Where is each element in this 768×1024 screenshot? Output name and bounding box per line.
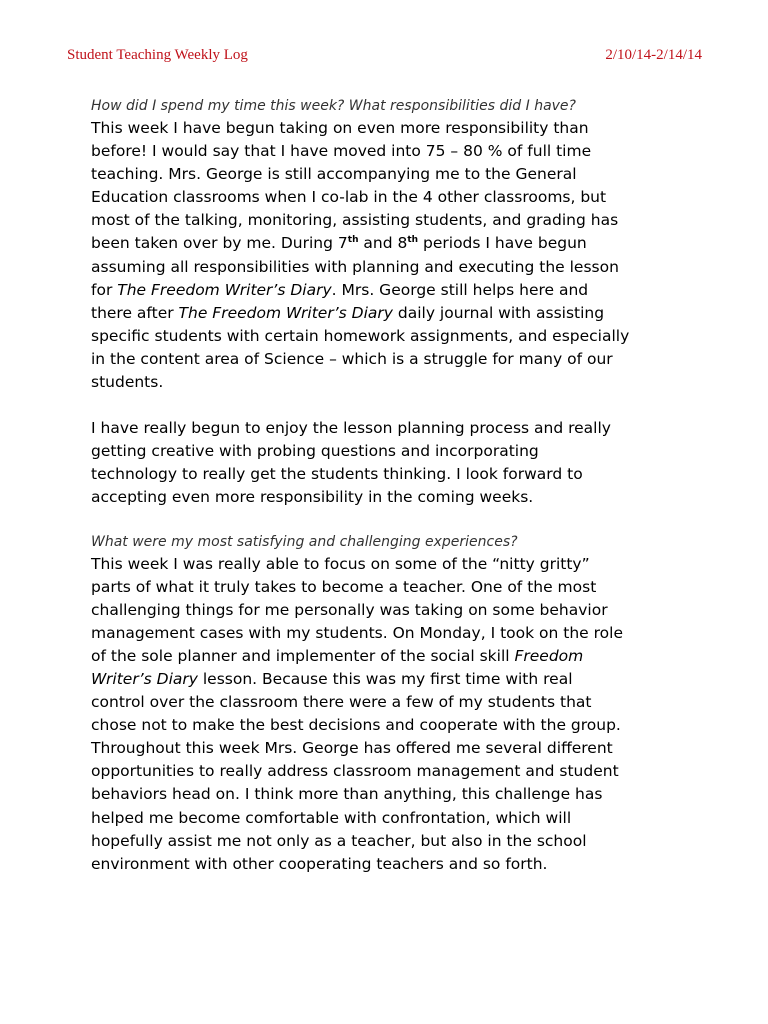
text-line: [91, 232, 703, 255]
page-header: [67, 47, 702, 67]
text-line: before! I would say that I have moved into 75 – 80 % of full time: [91, 142, 592, 161]
text-line: challenging things for me personally was taking on some behavior: [91, 600, 608, 619]
question-experiences: What were my most satisfying and challenging experiences?: [91, 533, 518, 550]
text-line: [91, 668, 703, 691]
header-title: Student Teaching Weekly Log: [67, 47, 248, 63]
book-title: The Freedom Writer’s Diary: [178, 303, 393, 322]
paragraph-lesson-planning: [91, 417, 703, 509]
book-title: The Freedom Writer’s Diary: [117, 280, 332, 299]
text-line: students.: [91, 373, 164, 392]
superscript-th: th: [347, 235, 359, 246]
text-run: lesson. Because this was my first time with real: [197, 669, 573, 688]
text-line: [91, 645, 703, 668]
text-run: for: [91, 280, 118, 299]
text-line: This week I was really able to focus on some of the “nitty gritty”: [91, 554, 590, 573]
text-line: assuming all responsibilities with planning and executing the lesson: [91, 257, 619, 276]
question-time-responsibilities: How did I spend my time this week? What responsibilities did I have?: [91, 98, 576, 114]
text-run: there after: [91, 303, 179, 322]
text-run: daily journal with assisting: [392, 303, 605, 322]
document-body: [91, 95, 703, 876]
text-line: This week I have begun taking on even more responsibility than: [91, 119, 589, 137]
book-title: Writer’s Diary: [91, 669, 198, 688]
book-title: Freedom: [514, 646, 584, 665]
text-line: in the content area of Science – which is a struggle for many of our: [91, 349, 613, 368]
text-line: opportunities to really address classroom management and student: [91, 762, 619, 781]
text-line: hopefully assist me not only as a teacher, but also in the school: [91, 831, 587, 850]
text-line: control over the classroom there were a few of my students that: [91, 693, 592, 712]
paragraph-spacer: [91, 510, 703, 531]
text-run: been taken over by me. During 7: [91, 234, 348, 253]
paragraph-spacer: [91, 394, 703, 417]
superscript-th: th: [407, 235, 419, 246]
text-line: Education classrooms when I co-lab in the 4 other classrooms, but: [91, 188, 607, 207]
text-line: [91, 279, 703, 302]
header-dates: 2/10/14-2/14/14: [605, 47, 702, 63]
text-line: parts of what it truly takes to become a teacher. One of the most: [91, 577, 597, 596]
text-line: I have really begun to enjoy the lesson planning process and really: [91, 419, 611, 438]
text-line: getting creative with probing questions and incorporating: [91, 442, 539, 461]
paragraph-experiences: [91, 553, 703, 876]
text-line: technology to really get the students thinking. I look forward to: [91, 465, 583, 484]
text-run: . Mrs. George still helps here and: [331, 280, 589, 299]
text-line: [91, 302, 703, 325]
text-line: environment with other cooperating teachers and so forth.: [91, 854, 548, 873]
text-line: management cases with my students. On Monday, I took on the role: [91, 623, 623, 642]
text-line: most of the talking, monitoring, assisting students, and grading has: [91, 211, 619, 230]
text-line: Throughout this week Mrs. George has offered me several different: [91, 739, 613, 758]
text-line: chose not to make the best decisions and cooperate with the group.: [91, 716, 621, 735]
text-line: accepting even more responsibility in the coming weeks.: [91, 488, 534, 507]
text-line: helped me become comfortable with confrontation, which will: [91, 808, 572, 827]
text-run: periods I have begun: [418, 234, 587, 253]
text-line: teaching. Mrs. George is still accompanying me to the General: [91, 165, 577, 184]
text-run: and 8: [358, 234, 408, 253]
text-line: specific students with certain homework assignments, and especially: [91, 326, 630, 345]
paragraph-responsibilities: [91, 117, 703, 394]
text-run: of the sole planner and implementer of the social skill: [91, 646, 515, 665]
text-line: behaviors head on. I think more than anything, this challenge has: [91, 785, 603, 804]
